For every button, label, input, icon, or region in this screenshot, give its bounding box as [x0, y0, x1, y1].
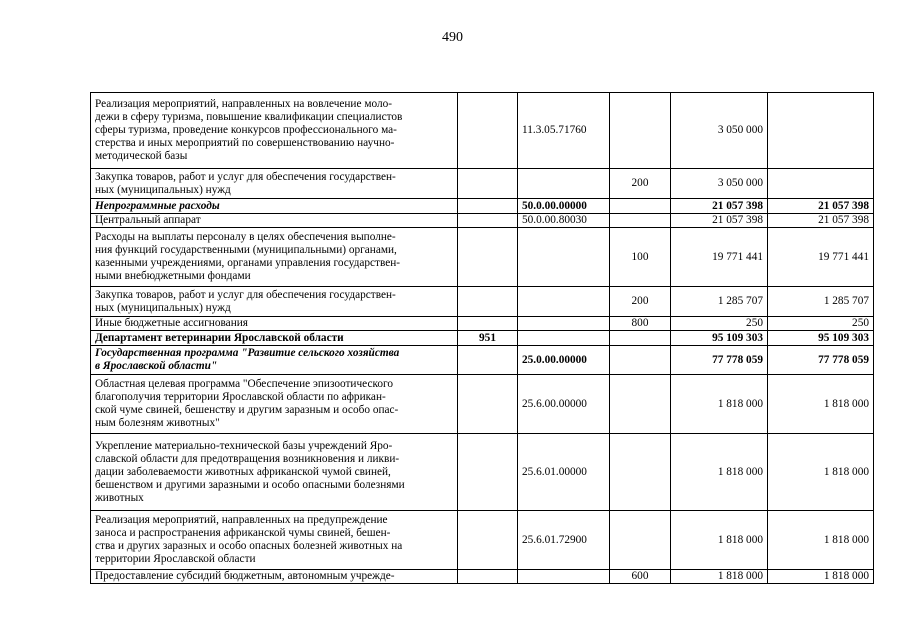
row-ministry: [458, 199, 518, 214]
row-ministry: [458, 214, 518, 228]
row-type: 800: [610, 317, 671, 331]
row-type: 200: [610, 169, 671, 199]
row-type: 100: [610, 228, 671, 287]
row-name: Государственная программа "Развитие сельского хозяйства в Ярославской области": [91, 346, 458, 375]
budget-table: [90, 92, 874, 584]
row-amount-1: 1 818 000: [671, 511, 768, 570]
table-row: [91, 570, 874, 584]
row-type: [610, 93, 671, 169]
table-row: [91, 199, 874, 214]
row-name: Расходы на выплаты персоналу в целях обеспечения выполне- ния функций государственными (муниципальными) органами, казенными учреждениями, органами управления государствен- ными внебюджетными фондами: [91, 228, 458, 287]
row-ministry: 951: [458, 331, 518, 346]
table-row: [91, 317, 874, 331]
row-name: Департамент ветеринарии Ярославской области: [91, 331, 458, 346]
table-row: [91, 93, 874, 169]
table-row: [91, 375, 874, 434]
row-name: Предоставление субсидий бюджетным, автономным учрежде-: [91, 570, 458, 584]
row-ministry: [458, 346, 518, 375]
row-amount-2: 1 285 707: [768, 287, 874, 317]
row-type: [610, 214, 671, 228]
row-name: Укрепление материально-технической базы учреждений Яро- славской области для предотвращения возникновения и ликви- дации заболеваемости животных африканской чумой свиней, бешенством и другими заразными и особо опасными болезнями животных: [91, 434, 458, 511]
table-row: [91, 214, 874, 228]
row-name: Непрограммные расходы: [91, 199, 458, 214]
row-code: 11.3.05.71760: [518, 93, 610, 169]
row-amount-2: [768, 93, 874, 169]
row-code: [518, 570, 610, 584]
row-code: [518, 331, 610, 346]
row-name: Реализация мероприятий, направленных на предупреждение заноса и распространения африканской чумы свиней, бешен- ства и других заразных и особо опасных болезней животных на территории Ярославской области: [91, 511, 458, 570]
row-code: [518, 317, 610, 331]
row-type: [610, 199, 671, 214]
row-type: [610, 331, 671, 346]
row-name: Иные бюджетные ассигнования: [91, 317, 458, 331]
row-code: 50.0.00.80030: [518, 214, 610, 228]
row-amount-1: 77 778 059: [671, 346, 768, 375]
row-type: [610, 346, 671, 375]
row-amount-2: 95 109 303: [768, 331, 874, 346]
row-amount-2: 1 818 000: [768, 570, 874, 584]
row-type: 600: [610, 570, 671, 584]
row-amount-1: 3 050 000: [671, 169, 768, 199]
table-row: [91, 169, 874, 199]
row-amount-1: 95 109 303: [671, 331, 768, 346]
row-amount-1: 21 057 398: [671, 214, 768, 228]
row-type: 200: [610, 287, 671, 317]
row-amount-1: 21 057 398: [671, 199, 768, 214]
row-ministry: [458, 93, 518, 169]
row-code: 50.0.00.00000: [518, 199, 610, 214]
row-amount-1: 250: [671, 317, 768, 331]
row-ministry: [458, 434, 518, 511]
row-amount-2: 250: [768, 317, 874, 331]
row-amount-1: 1 818 000: [671, 570, 768, 584]
row-code: [518, 287, 610, 317]
row-code: 25.6.00.00000: [518, 375, 610, 434]
row-amount-2: 1 818 000: [768, 434, 874, 511]
table-row: [91, 228, 874, 287]
row-name: Закупка товаров, работ и услуг для обеспечения государствен- ных (муниципальных) нужд: [91, 169, 458, 199]
row-code: [518, 228, 610, 287]
row-amount-2: 1 818 000: [768, 511, 874, 570]
row-name: Закупка товаров, работ и услуг для обеспечения государствен- ных (муниципальных) нужд: [91, 287, 458, 317]
row-amount-1: 19 771 441: [671, 228, 768, 287]
row-ministry: [458, 375, 518, 434]
row-amount-2: 21 057 398: [768, 199, 874, 214]
row-code: 25.6.01.72900: [518, 511, 610, 570]
row-type: [610, 511, 671, 570]
table-row: [91, 434, 874, 511]
row-ministry: [458, 169, 518, 199]
row-ministry: [458, 228, 518, 287]
row-type: [610, 434, 671, 511]
row-ministry: [458, 317, 518, 331]
row-name: Реализация мероприятий, направленных на вовлечение моло- дежи в сферу туризма, повышение квалификации специалистов сферы туризма, проведение конкурсов профессионального ма- стерства и иных мероприятий по совершенствованию научно- методической базы: [91, 93, 458, 169]
row-amount-2: 21 057 398: [768, 214, 874, 228]
row-amount-2: [768, 169, 874, 199]
row-amount-1: 1 818 000: [671, 375, 768, 434]
row-name: Областная целевая программа "Обеспечение эпизоотического благополучия территории Ярославской области по африкан- ской чуме свиней, бешенству и другим заразным и особо опас- ным болезням животных": [91, 375, 458, 434]
table-row: [91, 511, 874, 570]
row-amount-2: 19 771 441: [768, 228, 874, 287]
row-ministry: [458, 570, 518, 584]
row-type: [610, 375, 671, 434]
table-row: [91, 331, 874, 346]
row-name: Центральный аппарат: [91, 214, 458, 228]
row-code: [518, 169, 610, 199]
table-row: [91, 346, 874, 375]
row-amount-2: 1 818 000: [768, 375, 874, 434]
table-row: [91, 287, 874, 317]
row-amount-1: 3 050 000: [671, 93, 768, 169]
page-number: 490: [442, 30, 463, 45]
row-code: 25.6.01.00000: [518, 434, 610, 511]
row-code: 25.0.00.00000: [518, 346, 610, 375]
row-amount-1: 1 818 000: [671, 434, 768, 511]
row-amount-2: 77 778 059: [768, 346, 874, 375]
row-amount-1: 1 285 707: [671, 287, 768, 317]
row-ministry: [458, 287, 518, 317]
row-ministry: [458, 511, 518, 570]
